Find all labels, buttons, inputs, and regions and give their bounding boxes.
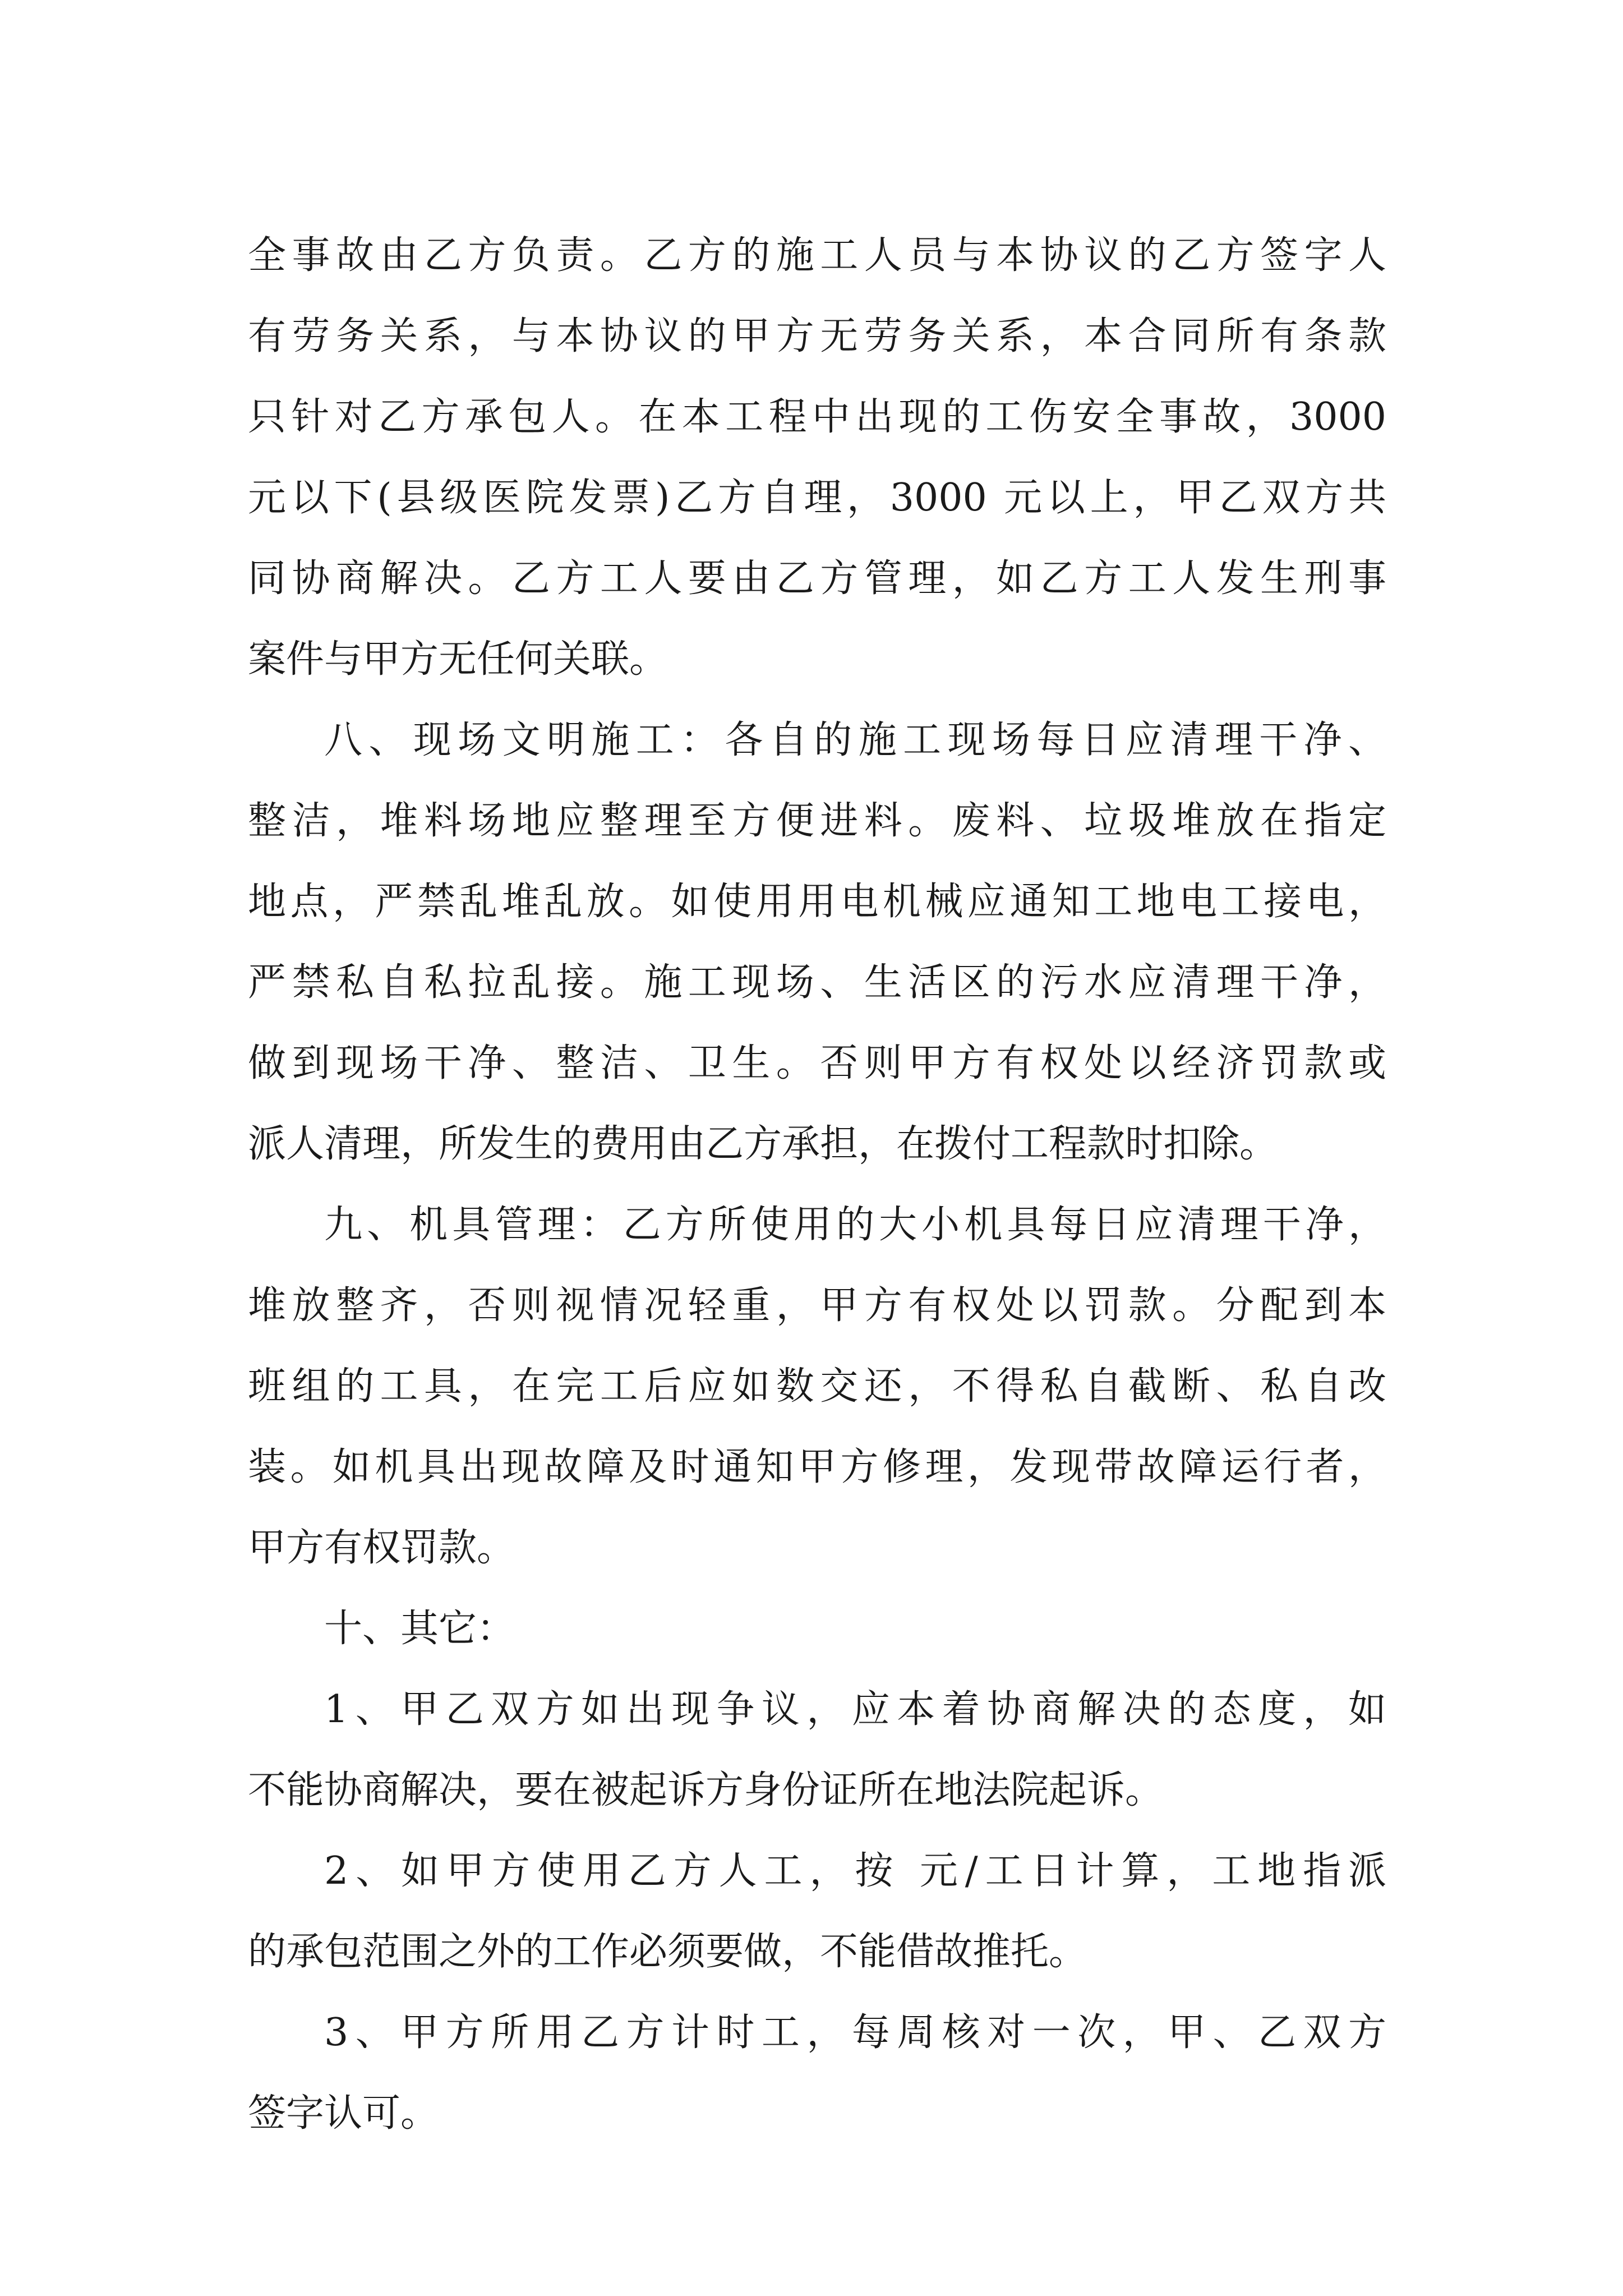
clause-dispute-resolution bbox=[248, 1669, 1386, 1831]
text-line: 有劳务关系，与本协议的甲方无劳务关系，本合同所有条款 bbox=[248, 314, 1386, 358]
text-line: 班组的工具，在完工后应如数交还，不得私自截断、私自改 bbox=[248, 1364, 1386, 1409]
text-line: 案件与甲方无任何关联。 bbox=[248, 637, 668, 682]
text-line: 九、机具管理：乙方所使用的大小机具每日应清理干净， bbox=[324, 1203, 1386, 1247]
text-line: 八、现场文明施工：各自的施工现场每日应清理干净、 bbox=[324, 718, 1386, 762]
text-line: 的承包范围之外的工作必须要做，不能借故推托。 bbox=[248, 1930, 1087, 1974]
text-line: 签字认可。 bbox=[248, 2091, 439, 2136]
text-line: 派人清理，所发生的费用由乙方承担，在拨付工程款时扣除。 bbox=[248, 1122, 1278, 1166]
clause-hourly-workers bbox=[248, 1993, 1386, 2154]
section-heading-other bbox=[248, 1589, 1386, 1669]
text-line: 不能协商解决，要在被起诉方身份证所在地法院起诉。 bbox=[248, 1768, 1164, 1812]
text-line: 十、其它： bbox=[324, 1607, 515, 1651]
text-line: 装。如机具出现故障及时通知甲方修理，发现带故障运行者， bbox=[248, 1445, 1386, 1489]
text-line: 只针对乙方承包人。在本工程中出现的工伤安全事故，3000 bbox=[248, 395, 1386, 439]
paragraph-site-civilized-construction bbox=[248, 700, 1386, 1185]
text-line: 全事故由乙方负责。乙方的施工人员与本协议的乙方签字人 bbox=[248, 233, 1386, 278]
text-line: 整洁，堆料场地应整理至方便进料。废料、垃圾堆放在指定 bbox=[248, 799, 1386, 843]
text-line: 1、甲乙双方如出现争议，应本着协商解决的态度，如 bbox=[324, 1687, 1386, 1732]
text-line: 做到现场干净、整洁、卫生。否则甲方有权处以经济罚款或 bbox=[248, 1041, 1386, 1085]
clause-labor-calculation bbox=[248, 1831, 1386, 1993]
text-line: 甲方有权罚款。 bbox=[248, 1526, 515, 1570]
text-line: 同协商解决。乙方工人要由乙方管理，如乙方工人发生刑事 bbox=[248, 556, 1386, 601]
text-line: 严禁私自私拉乱接。施工现场、生活区的污水应清理干净， bbox=[248, 960, 1386, 1005]
text-line: 元以下(县级医院发票)乙方自理，3000 元以上，甲乙双方共 bbox=[248, 476, 1386, 520]
document-body bbox=[248, 215, 1386, 2154]
paragraph-equipment-management bbox=[248, 1185, 1386, 1589]
text-line: 地点，严禁乱堆乱放。如使用用电机械应通知工地电工接电， bbox=[248, 880, 1386, 924]
text-line: 3、甲方所用乙方计时工，每周核对一次，甲、乙双方 bbox=[324, 2010, 1386, 2055]
paragraph-safety-liability bbox=[248, 215, 1386, 700]
text-line: 堆放整齐，否则视情况轻重，甲方有权处以罚款。分配到本 bbox=[248, 1283, 1386, 1328]
text-line: 2、如甲方使用乙方人工，按 元/工日计算，工地指派 bbox=[324, 1849, 1386, 1893]
